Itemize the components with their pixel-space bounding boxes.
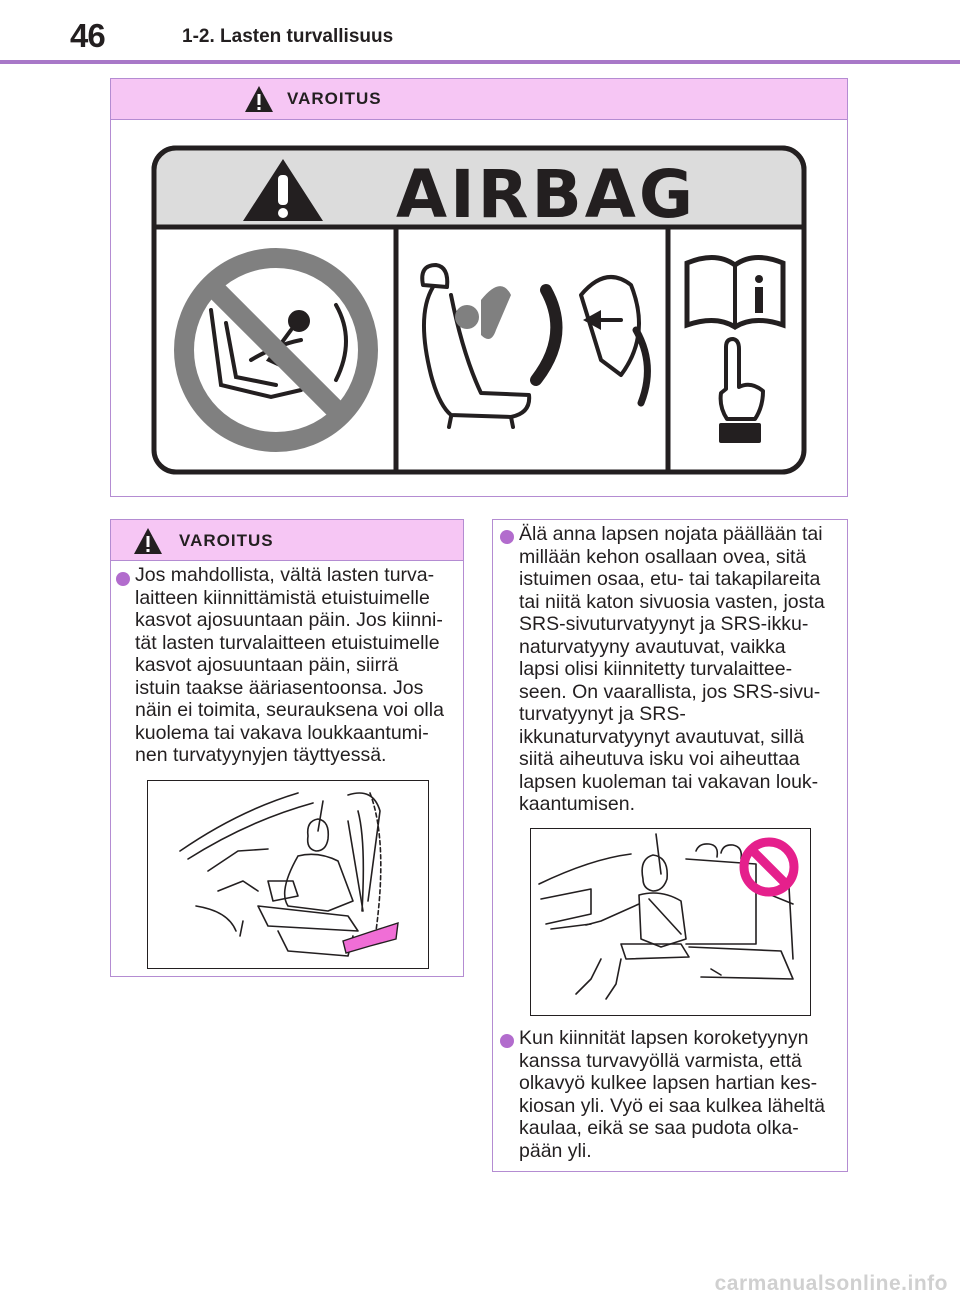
warning-header	[111, 520, 463, 561]
warning-triangle-icon	[244, 85, 274, 113]
warning-title: VAROITUS	[287, 89, 382, 108]
footer-watermark: carmanualsonline.info	[714, 1272, 948, 1295]
prohibition-sign-icon	[744, 842, 794, 892]
bullet-icon	[500, 530, 514, 544]
info-book-icon	[687, 257, 783, 327]
airbag-label-illustration	[151, 145, 807, 475]
airbag-warning-box	[110, 78, 848, 497]
warning-bullet-text: Jos mahdollista, vältä lasten turva- laitteen kiinnittämistä etuistuimelle kasvot ajosuuntaan päin. Jos kiinni- tät lasten turvalaitteen etuistuimelle kasvot ajosuuntaan päin, siirrä istuin taakse ääriasentoonsa. Jos näin ei toimita, seurauksena voi olla kuolema tai vakava loukkaantumi- nen turvatyynyjen täyttyessä.	[135, 564, 444, 766]
bullet-icon	[116, 572, 130, 586]
child-seat-warning-box	[110, 519, 464, 977]
rear-seat-drawing	[531, 829, 809, 1014]
warning-title: VAROITUS	[179, 531, 274, 550]
header-divider	[0, 60, 960, 64]
arrow-icon	[343, 923, 398, 953]
child-seat-front-illustration	[147, 780, 429, 969]
section-title: 1-2. Lasten turvallisuus	[182, 26, 394, 47]
airbag-label-text: AIRBAG	[395, 156, 697, 233]
bullet-icon	[500, 1034, 514, 1048]
booster-seat-illustration	[530, 828, 811, 1016]
warning-bullet-text: Kun kiinnität lapsen koroketyynyn kanssa turvavyöllä varmista, että olkavyö kulkee lapsen hartian kes- kiosan yli. Vyö ei saa kulkea läheltä kaulaa, eikä se saa pudota olka- pään yli.	[519, 1027, 826, 1162]
warning-triangle-icon	[133, 527, 163, 555]
page-number: 46	[70, 17, 105, 54]
car-interior-drawing	[148, 781, 427, 967]
child-position-warning-box	[492, 519, 848, 1172]
warning-bullet-text: Älä anna lapsen nojata päällään tai millään kehon osallaan ovea, sitä istuimen osaa, etu- tai takapilareita tai niitä katon sivuosia vasten, josta SRS-sivuturvatyynyt ja SRS-ikku- naturvatyyny avautuvat, vaikka lapsi olisi kiinnitetty turvalaittee- seen. On vaarallista, jos SRS-sivu- turvatyynyt ja SRS- ikkunaturvatyynyt avautuvat, sillä siitä aiheutuva isku voi aiheuttaa lapsen kuoleman tai vakavan louk- kaantumisen.	[519, 523, 825, 815]
warning-header	[111, 79, 847, 120]
